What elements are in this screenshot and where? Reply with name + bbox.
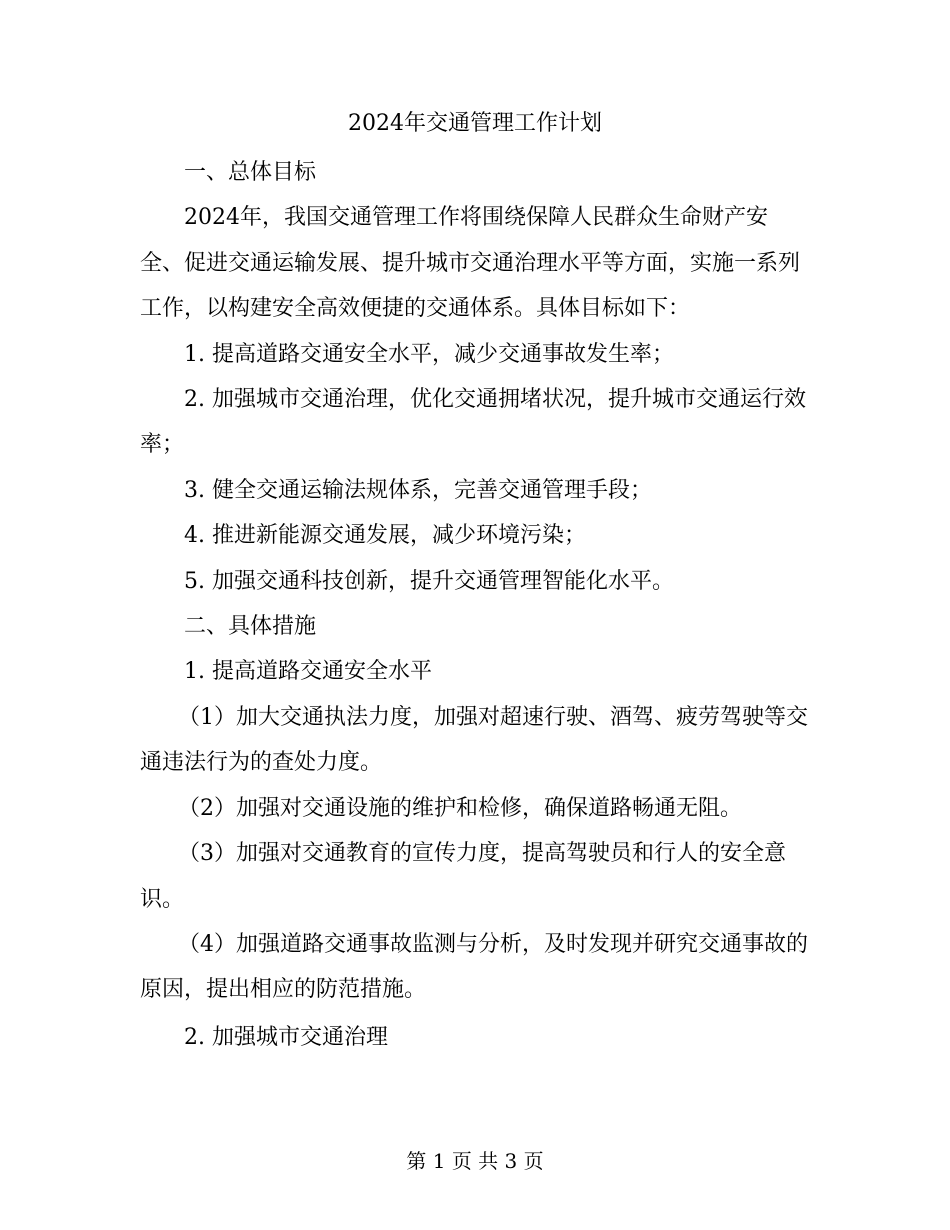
measure-1-item-2: （2）加强对交通设施的维护和检修，确保道路畅通无阻。 <box>178 795 742 821</box>
goal-item-1: 1. 提高道路交通安全水平，减少交通事故发生率； <box>184 341 674 367</box>
measure-heading-1: 1. 提高道路交通安全水平 <box>184 659 432 685</box>
section-heading-overall-goals: 一、总体目标 <box>184 160 317 185</box>
goal-item-5: 5. 加强交通科技创新，提升交通管理智能化水平。 <box>184 568 674 594</box>
measure-1-item-1: （1）加大交通执法力度，加强对超速行驶、酒驾、疲劳驾驶等交通违法行为的查处力度。 <box>140 704 808 776</box>
measure-1-item-3: （3）加强对交通教育的宣传力度，提高驾驶员和行人的安全意识。 <box>140 841 786 912</box>
goal-item-2: 2. 加强城市交通治理，优化交通拥堵状况，提升城市交通运行效率； <box>140 387 806 458</box>
measure-heading-2: 2. 加强城市交通治理 <box>184 1024 388 1050</box>
goal-item-4: 4. 推进新能源交通发展，减少环境污染； <box>184 523 586 549</box>
page-number-footer: 第 1 页 共 3 页 <box>406 1149 544 1173</box>
section-heading-measures: 二、具体措施 <box>184 614 317 640</box>
document-body <box>140 150 810 1060</box>
intro-paragraph: 2024年，我国交通管理工作将围绕保障人民群众生命财产安全、促进交通运输发展、提升城市交通治理水平等方面，实施一系列工作，以构建安全高效便捷的交通体系。具体目标如下： <box>140 205 801 322</box>
goal-item-3: 3. 健全交通运输法规体系，完善交通管理手段； <box>184 477 652 503</box>
document-title: 2024年交通管理工作计划 <box>348 111 602 136</box>
measure-1-item-4: （4）加强道路交通事故监测与分析，及时发现并研究交通事故的原因，提出相应的防范措施。 <box>140 931 808 1003</box>
